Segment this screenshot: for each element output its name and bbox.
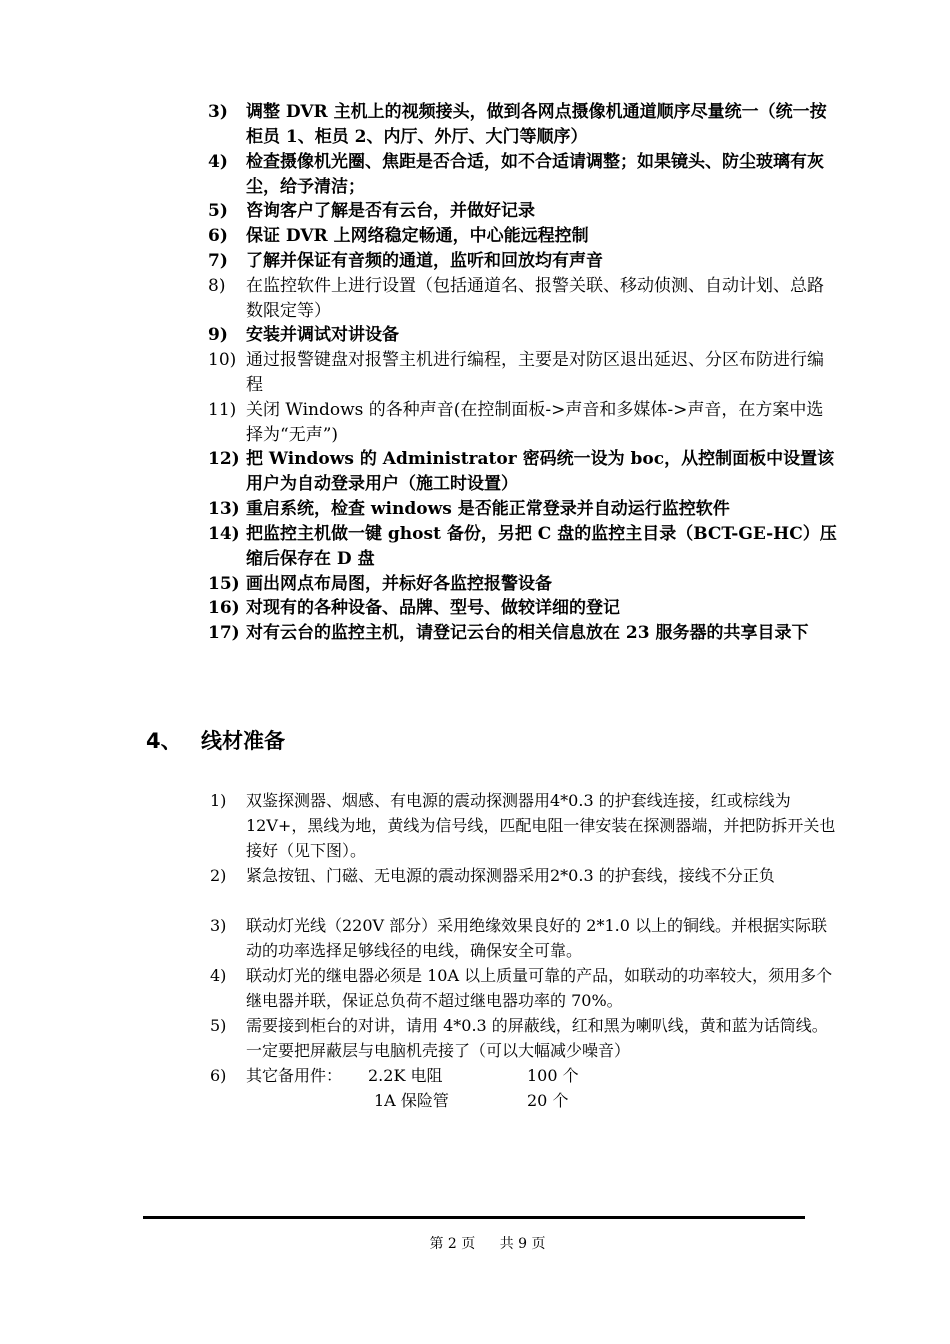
item-number: 4) (210, 966, 227, 985)
item-text: 联动灯光线（220V 部分）采用绝缘效果良好的 2*1.0 以上的铜线。并根据实际联动的功率选择足够线径的电线，确保安全可靠。 (246, 916, 827, 960)
spare-part-name: 1A 保险管 (374, 1091, 449, 1110)
item-number: 5) (208, 201, 228, 221)
item-number: 3) (210, 916, 227, 935)
page-number: 第 2 页 (429, 1236, 476, 1252)
wiring-item (210, 1063, 840, 1088)
item-text: 重启系统，检查 windows 是否能正常登录并自动运行监控软件 (246, 499, 730, 519)
item-number: 16) (208, 598, 240, 618)
wiring-item (210, 963, 840, 1013)
checklist-item (208, 199, 838, 224)
item-number: 9) (208, 325, 228, 345)
checklist-item (208, 100, 838, 149)
page-footer (0, 1233, 950, 1253)
item-text: 关闭 Windows 的各种声音(在控制面板->声音和多媒体->声音，在方案中选择为“无声”) (246, 400, 824, 445)
spare-part-name: 2.2K 电阻 (368, 1066, 443, 1085)
section-title: 线材准备 (201, 729, 285, 753)
footer-rule (143, 1216, 805, 1219)
checklist-item (208, 497, 838, 522)
item-text: 其它备用件： (246, 1066, 343, 1085)
checklist-item (208, 224, 838, 249)
item-number: 15) (208, 574, 240, 594)
checklist-item (208, 150, 838, 199)
item-number: 10) (208, 350, 237, 370)
checklist-item (208, 398, 838, 447)
checklist-item (208, 274, 838, 323)
item-text: 紧急按钮、门磁、无电源的震动探测器采用2*0.3 的护套线，接线不分正负 (246, 866, 775, 885)
item-number: 17) (208, 623, 240, 643)
item-number: 8) (208, 276, 226, 296)
spare-part-qty: 20 个 (527, 1091, 569, 1110)
item-text: 调整 DVR 主机上的视频接头，做到各网点摄像机通道顺序尽量统一（统一按柜员 1、柜员 2、内厅、外厅、大门等顺序） (246, 102, 827, 147)
checklist-item (208, 323, 838, 348)
item-text: 画出网点布局图，并标好各监控报警设备 (246, 574, 552, 594)
item-text: 对现有的各种设备、品牌、型号、做较详细的登记 (246, 598, 620, 618)
item-number: 3) (208, 102, 228, 122)
item-number: 7) (208, 251, 228, 271)
item-text: 在监控软件上进行设置（包括通道名、报警关联、移动侦测、自动计划、总路数限定等） (246, 276, 824, 321)
checklist-item (208, 348, 838, 397)
item-number: 6) (210, 1066, 227, 1085)
item-text: 对有云台的监控主机，请登记云台的相关信息放在 23 服务器的共享目录下 (246, 623, 809, 643)
checklist-item (208, 522, 838, 571)
item-text: 把监控主机做一键 ghost 备份，另把 C 盘的监控主目录（BCT-GE-HC）压缩后保存在 D 盘 (246, 524, 837, 569)
item-text: 需要接到柜台的对讲，请用 4*0.3 的屏蔽线，红和黑为喇叭线，黄和蓝为话筒线。一定要把屏蔽层与电脑机壳接了（可以大幅减少噪音） (246, 1016, 828, 1060)
item-number: 2) (210, 866, 227, 885)
item-number: 13) (208, 499, 240, 519)
item-text: 检查摄像机光圈、焦距是否合适，如不合适请调整；如果镜头、防尘玻璃有灰尘，给予清洁； (246, 152, 824, 197)
checklist-item (208, 621, 838, 646)
item-number: 1) (210, 791, 227, 810)
item-text: 保证 DVR 上网络稳定畅通，中心能远程控制 (246, 226, 589, 246)
wiring-item (210, 1013, 840, 1063)
item-number: 11) (208, 400, 237, 420)
wiring-item (210, 788, 840, 863)
checklist-item (208, 596, 838, 621)
item-text: 联动灯光的继电器必须是 10A 以上质量可靠的产品，如联动的功率较大，须用多个继电器并联，保证总负荷不超过继电器功率的 70%。 (246, 966, 833, 1010)
page-total: 共 9 页 (499, 1236, 546, 1252)
item-text: 双鉴探测器、烟感、有电源的震动探测器用4*0.3 的护套线连接，红或棕线为 12V+，黑线为地，黄线为信号线，匹配电阻一律安装在探测器端，并把防拆开关也接好（见下图）。 (246, 791, 836, 860)
item-text: 通过报警键盘对报警主机进行编程，主要是对防区退出延迟、分区布防进行编程 (246, 350, 824, 395)
wiring-item (210, 863, 840, 888)
item-number: 5) (210, 1016, 227, 1035)
item-text: 咨询客户了解是否有云台，并做好记录 (246, 201, 535, 221)
spare-part-qty: 100 个 (527, 1066, 579, 1085)
checklist-item (208, 249, 838, 274)
item-text: 安装并调试对讲设备 (246, 325, 399, 345)
section-number: 4、 (146, 729, 182, 753)
item-text: 把 Windows 的 Administrator 密码统一设为 boc，从控制面板中设置该用户为自动登录用户（施工时设置） (246, 449, 835, 494)
item-number: 4) (208, 152, 228, 172)
checklist-item (208, 572, 838, 597)
checklist-item (208, 447, 838, 496)
item-text: 了解并保证有音频的通道，监听和回放均有声音 (246, 251, 603, 271)
item-number: 6) (208, 226, 228, 246)
wiring-item (210, 913, 840, 963)
item-number: 14) (208, 524, 240, 544)
item-number: 12) (208, 449, 240, 469)
